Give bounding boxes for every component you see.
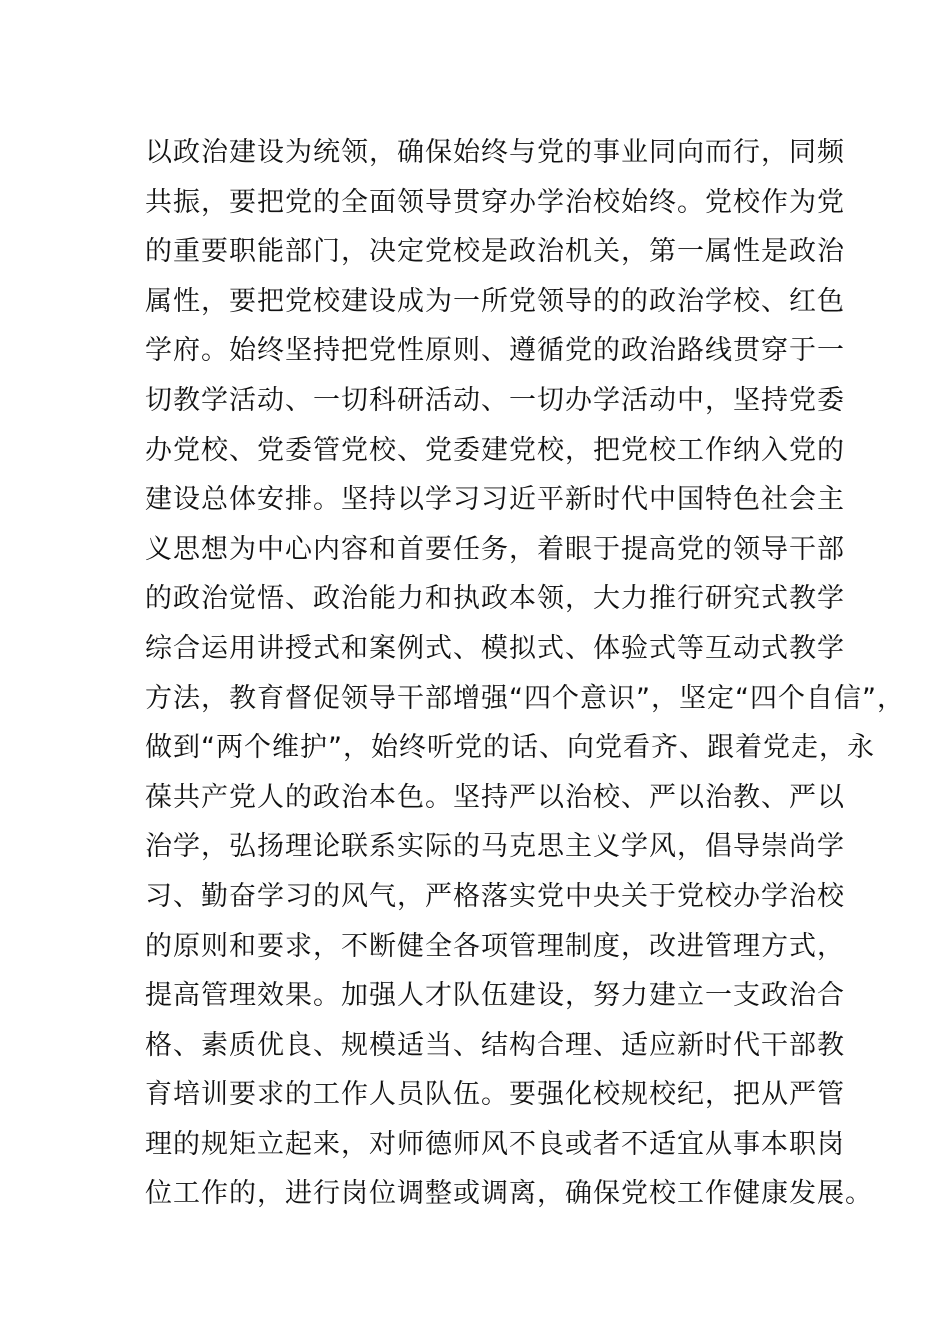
text-line: 位工作的，进行岗位调整或调离，确保党校工作健康发展。 — [145, 1178, 873, 1210]
text-line: 治学，弘扬理论联系实际的马克思主义学风，倡导崇尚学 — [145, 831, 845, 863]
text-line: 葆共产党人的政治本色。坚持严以治校、严以治教、严以 — [145, 781, 845, 813]
text-line: 义思想为中心内容和首要任务，着眼于提高党的领导干部 — [145, 533, 845, 565]
text-line: 方法，教育督促领导干部增强“四个意识”，坚定“四个自信”， — [145, 682, 905, 714]
text-line: 的原则和要求，不断健全各项管理制度，改进管理方式， — [145, 930, 845, 962]
text-line: 办党校、党委管党校、党委建党校，把党校工作纳入党的 — [145, 434, 845, 466]
text-line: 提高管理效果。加强人才队伍建设，努力建立一支政治合 — [145, 980, 845, 1012]
text-line: 属性，要把党校建设成为一所党领导的的政治学校、红色 — [145, 285, 845, 317]
text-line: 学府。始终坚持把党性原则、遵循党的政治路线贯穿于一 — [145, 335, 845, 367]
text-line: 的政治觉悟、政治能力和执政本领，大力推行研究式教学 — [145, 583, 845, 615]
text-line: 共振，要把党的全面领导贯穿办学治校始终。党校作为党 — [145, 186, 845, 218]
text-line: 做到“两个维护”，始终听党的话、向党看齐、跟着党走，永 — [145, 732, 875, 764]
text-line: 以政治建设为统领，确保始终与党的事业同向而行，同频 — [145, 137, 845, 168]
text-line: 格、素质优良、规模适当、结构合理、适应新时代干部教 — [145, 1029, 845, 1061]
text-line: 习、勤奋学习的风气，严格落实党中央关于党校办学治校 — [145, 880, 845, 912]
text-line: 切教学活动、一切科研活动、一切办学活动中，坚持党委 — [145, 384, 845, 416]
text-line: 建设总体安排。坚持以学习习近平新时代中国特色社会主 — [145, 484, 845, 516]
body-paragraph — [145, 128, 905, 1219]
text-line: 理的规矩立起来，对师德师风不良或者不适宜从事本职岗 — [145, 1128, 845, 1160]
text-line: 综合运用讲授式和案例式、模拟式、体验式等互动式教学 — [145, 632, 845, 664]
text-line: 的重要职能部门，决定党校是政治机关，第一属性是政治 — [145, 236, 845, 268]
text-line: 育培训要求的工作人员队伍。要强化校规校纪，把从严管 — [145, 1079, 845, 1111]
